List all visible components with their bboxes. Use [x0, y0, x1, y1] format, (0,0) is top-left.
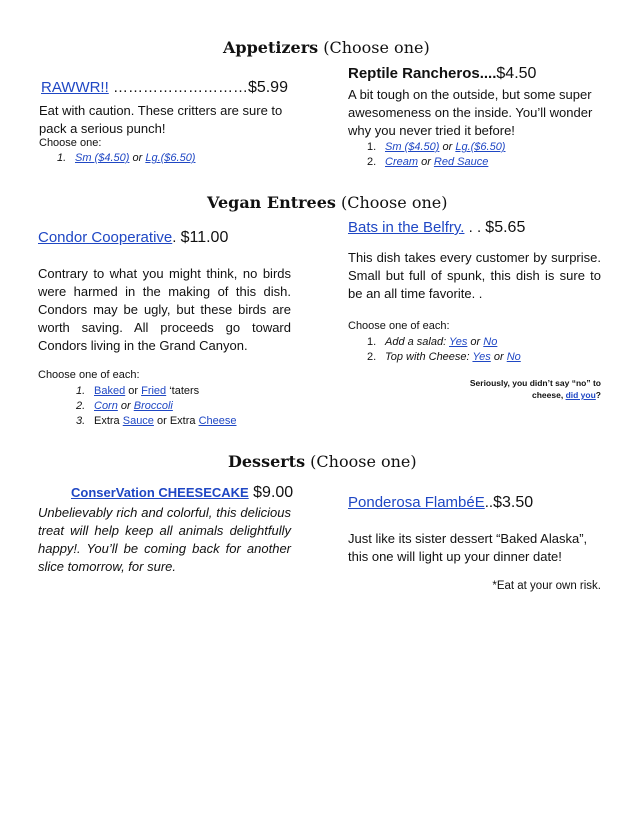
flambe-link[interactable]: Ponderosa FlambéE — [348, 494, 485, 511]
cheese-note-end: ? — [595, 390, 601, 400]
flambe-title-line — [348, 494, 533, 512]
flambe-description: Just like its sister dessert “Baked Alaska”, this one will light up your dinner date! — [348, 531, 588, 564]
bats-option-2 — [367, 350, 521, 365]
reptile-cream-link[interactable]: Cream — [385, 156, 419, 168]
bats-option-1 — [367, 335, 521, 350]
broccoli-link[interactable]: Broccoli — [133, 400, 173, 412]
cheesecake-description: Unbelievably rich and colorful, this delicious treat will help keep all animals delightfully happy!. You’ll be coming back for another slice tomorrow, for sure. — [38, 505, 291, 574]
condor-option-2 — [76, 399, 236, 414]
bats-choose-label: Choose one of each: — [348, 320, 450, 332]
rawwr-dots: ……………………… — [112, 79, 248, 96]
vegan-heading — [207, 193, 447, 212]
cheesecake-link[interactable]: ConserVation CHEESECAKE — [71, 485, 249, 500]
option-number: 1. — [367, 141, 377, 153]
option-sep: or — [467, 336, 484, 348]
rawwr-title-line — [41, 79, 301, 97]
option-number: 2. — [367, 156, 377, 168]
bats-title-line — [348, 219, 525, 237]
bats-dots: . . — [464, 219, 486, 236]
cheese-note-pre: cheese, — [532, 390, 566, 400]
reptile-red-sauce-link[interactable]: Red Sauce — [433, 156, 489, 168]
did-you-link[interactable]: did you — [565, 390, 596, 400]
condor-link[interactable]: Condor Cooperative — [38, 229, 173, 246]
option-number: 2. — [76, 400, 86, 412]
option-sep: or — [125, 385, 142, 397]
option-tail: ‘taters — [166, 385, 200, 397]
option-pre: Add a salad: — [385, 336, 450, 348]
cheese-note-line2 — [420, 389, 601, 401]
reptile-item — [348, 65, 608, 83]
fried-link[interactable]: Fried — [141, 385, 167, 397]
reptile-title-line — [348, 65, 608, 83]
reptile-name: Reptile Rancheros — [348, 65, 480, 82]
option-number: 1. — [76, 385, 86, 397]
reptile-options — [367, 140, 505, 170]
rawwr-description: Eat with caution. These critters are sure to pack a serious punch! — [39, 103, 283, 136]
option-sep: or — [129, 152, 146, 164]
rawwr-options — [57, 151, 195, 166]
rawwr-price: $5.99 — [247, 79, 288, 96]
bats-description: This dish takes every customer by surprise. Small but full of spunk, this dish is sure to be an all time favorite. . — [348, 250, 601, 301]
rawwr-link[interactable]: RAWWR!! — [41, 79, 109, 96]
reptile-dots: .... — [479, 65, 497, 82]
reptile-sm-link[interactable]: Sm ($4.50) — [385, 141, 440, 153]
desserts-subtitle: (Choose one) — [310, 452, 417, 471]
option-sep: or — [117, 400, 134, 412]
option-number: 1. — [367, 336, 377, 348]
reptile-option-1 — [367, 140, 505, 155]
flambe-dots: .. — [484, 494, 494, 511]
rawwr-lg-link[interactable]: Lg.($6.50) — [145, 152, 196, 164]
rawwr-sm-link[interactable]: Sm ($4.50) — [75, 152, 130, 164]
cheesecake-price: $9.00 — [253, 484, 294, 501]
reptile-lg-link[interactable]: Lg.($6.50) — [455, 141, 506, 153]
cheese-no-link[interactable]: No — [506, 351, 521, 363]
option-number: 2. — [367, 351, 377, 363]
bats-options — [367, 335, 521, 365]
condor-price: $11.00 — [180, 229, 229, 246]
condor-options — [76, 384, 236, 429]
flambe-warning: *Eat at your own risk. — [492, 580, 601, 592]
baked-link[interactable]: Baked — [94, 385, 126, 397]
option-pre: Top with Cheese: — [385, 351, 473, 363]
option-sep: or — [490, 351, 507, 363]
appetizers-heading — [223, 38, 430, 57]
cheese-note — [420, 377, 601, 401]
option-sep: or Extra — [153, 415, 199, 427]
cheese-yes-link[interactable]: Yes — [472, 351, 491, 363]
reptile-option-2 — [367, 155, 505, 170]
vegan-subtitle: (Choose one) — [341, 193, 448, 212]
option-sep: or — [418, 156, 434, 168]
condor-option-3 — [76, 414, 236, 429]
corn-link[interactable]: Corn — [94, 400, 118, 412]
rawwr-option-1 — [57, 151, 195, 166]
condor-choose-label: Choose one of each: — [38, 369, 140, 381]
cheesecake-title-line — [71, 484, 293, 502]
option-number: 1. — [57, 152, 67, 164]
option-number: 3. — [76, 415, 86, 427]
bats-link[interactable]: Bats in the Belfry. — [348, 219, 465, 236]
appetizers-subtitle: (Choose one) — [323, 38, 430, 57]
reptile-price: $4.50 — [496, 65, 537, 82]
vegan-title: Vegan Entrees — [207, 193, 336, 212]
rawwr-item — [41, 79, 301, 97]
appetizers-title: Appetizers — [223, 38, 319, 57]
cheese-link[interactable]: Cheese — [198, 415, 237, 427]
desserts-title: Desserts — [228, 452, 306, 471]
option-pre: Extra — [94, 415, 123, 427]
flambe-price: $3.50 — [493, 494, 534, 511]
reptile-description: A bit tough on the outside, but some super awesomeness on the inside. You’ll wonder why you never tried it before! — [348, 87, 593, 138]
rawwr-choose-label: Choose one: — [39, 137, 102, 149]
option-sep: or — [439, 141, 456, 153]
desserts-heading — [228, 452, 417, 471]
condor-description: Contrary to what you might think, no birds were harmed in the making of this dish. Condors may be ugly, but these birds are worth saving. All proceeds go toward Condors living in the Grand Canyon. — [38, 266, 291, 353]
condor-option-1 — [76, 384, 236, 399]
condor-title-line — [38, 229, 228, 247]
bats-price: $5.65 — [485, 219, 526, 236]
cheese-note-line1: Seriously, you didn’t say “no” to — [469, 378, 601, 388]
salad-yes-link[interactable]: Yes — [449, 336, 468, 348]
sauce-link[interactable]: Sauce — [122, 415, 154, 427]
salad-no-link[interactable]: No — [483, 336, 498, 348]
condor-dot: . — [172, 229, 177, 246]
